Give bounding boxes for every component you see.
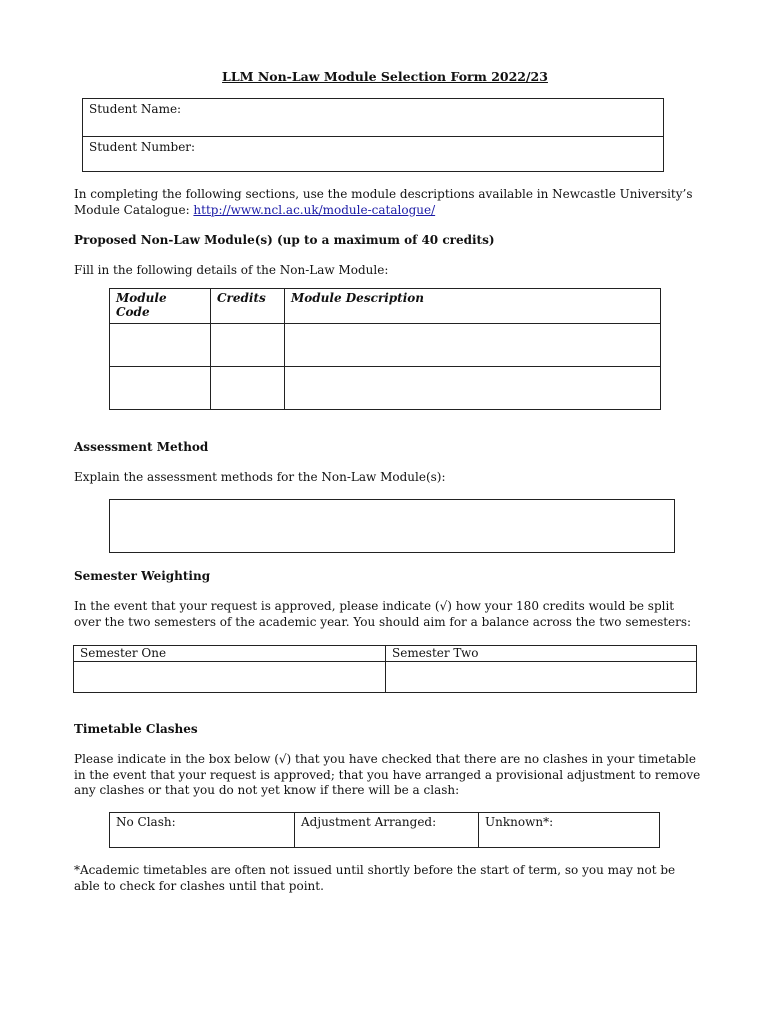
- col-module-description: Module Description: [291, 291, 424, 305]
- student-name-label: Student Name:: [89, 102, 182, 116]
- timetable-heading: Timetable Clashes: [74, 722, 198, 736]
- assessment-input[interactable]: [109, 499, 675, 553]
- student-name-field[interactable]: [82, 98, 664, 137]
- adjustment-arranged-option[interactable]: [295, 813, 479, 848]
- no-clash-label: No Clash:: [116, 815, 176, 829]
- module-code-input[interactable]: [110, 367, 211, 410]
- credits-input[interactable]: [211, 367, 285, 410]
- assessment-heading: Assessment Method: [74, 440, 209, 454]
- table-row: [110, 367, 661, 410]
- student-number-label: Student Number:: [89, 140, 196, 154]
- module-catalogue-link[interactable]: http://www.ncl.ac.uk/module-catalogue/: [193, 202, 436, 217]
- semester-two-input[interactable]: [386, 662, 697, 693]
- col-credits: Credits: [217, 291, 266, 305]
- col-semester-two: Semester Two: [392, 646, 479, 660]
- col-semester-one: Semester One: [80, 646, 167, 660]
- semester-heading: Semester Weighting: [74, 569, 211, 583]
- unknown-option[interactable]: [479, 813, 660, 848]
- module-description-input[interactable]: [285, 367, 661, 410]
- no-clash-option[interactable]: [110, 813, 295, 848]
- credits-input[interactable]: [211, 324, 285, 367]
- module-code-input[interactable]: [110, 324, 211, 367]
- proposed-modules-instruction: Fill in the following details of the Non-Law Module:: [74, 263, 389, 277]
- timetable-footnote: *Academic timetables are often not issued until shortly before the start of term, so you may not be able to check for clashes until that point.: [74, 863, 676, 893]
- assessment-instruction: Explain the assessment methods for the Non-Law Module(s):: [74, 470, 446, 484]
- intro-text: In completing the following sections, use the module descriptions available in Newcastle University’s Module Catalogue:: [74, 187, 693, 217]
- student-number-field[interactable]: [82, 136, 664, 172]
- table-row: [74, 662, 697, 693]
- semester-table: [73, 645, 697, 693]
- timetable-instruction: Please indicate in the box below (√) that you have checked that there are no clashes in your timetable in the event that your request is approved; that you have arranged a provisional adjustment to remove any clashes or that you do not yet know if there will be a clash:: [74, 752, 701, 797]
- proposed-modules-heading: Proposed Non-Law Module(s) (up to a maximum of 40 credits): [74, 233, 495, 247]
- semester-instruction: In the event that your request is approved, please indicate (√) how your 180 credits would be split over the two semesters of the academic year. You should aim for a balance across the two semesters:: [74, 599, 692, 629]
- module-description-input[interactable]: [285, 324, 661, 367]
- clash-table: [109, 812, 660, 848]
- table-row: [110, 324, 661, 367]
- semester-one-input[interactable]: [74, 662, 386, 693]
- form-title: LLM Non-Law Module Selection Form 2022/23: [222, 69, 548, 84]
- intro-paragraph: [74, 187, 714, 218]
- col-module-code: Module Code: [116, 291, 167, 319]
- module-table: [109, 288, 661, 410]
- adjustment-arranged-label: Adjustment Arranged:: [301, 815, 437, 829]
- unknown-label: Unknown*:: [485, 815, 554, 829]
